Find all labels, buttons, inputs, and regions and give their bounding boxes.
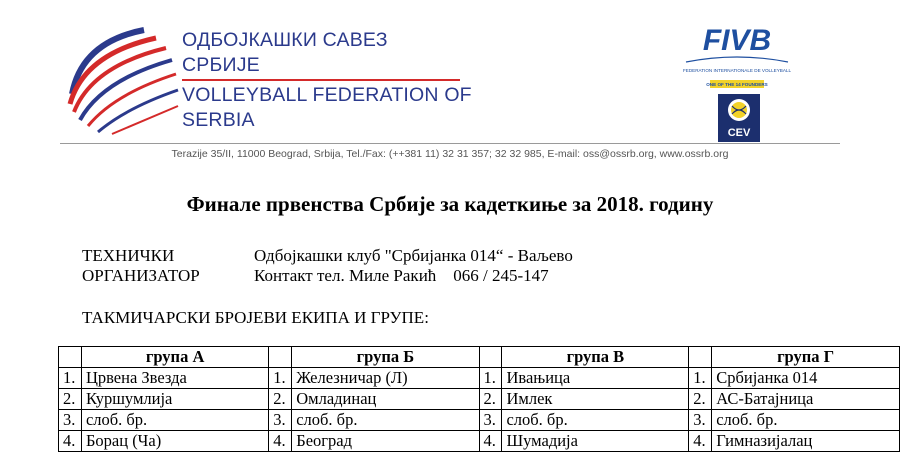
team-number: 2. <box>269 389 292 410</box>
team-name: Куршумлија <box>81 389 268 410</box>
federation-name-line: СРБИЈЕ <box>182 54 260 76</box>
organizer-label: ОРГАНИЗАТОР <box>82 266 200 285</box>
team-name: АС-Батајница <box>712 389 900 410</box>
team-number: 1. <box>689 368 712 389</box>
team-name: слоб. бр. <box>712 410 900 431</box>
team-number: 2. <box>689 389 712 410</box>
team-number: 3. <box>479 410 502 431</box>
table-row <box>59 389 900 410</box>
team-name: Имлек <box>502 389 689 410</box>
table-row <box>59 410 900 431</box>
team-name: Ивањица <box>502 368 689 389</box>
team-name: Железничар (Л) <box>292 368 479 389</box>
federation-name-line: ОДБОЈКАШКИ САВЕЗ <box>182 29 388 51</box>
team-number: 4. <box>689 431 712 452</box>
table-header-spacer <box>269 347 292 368</box>
group-header: група А <box>81 347 268 368</box>
federation-name-line: VOLLEYBALL FEDERATION OF <box>182 84 472 106</box>
team-name: Омладинац <box>292 389 479 410</box>
team-number: 1. <box>269 368 292 389</box>
team-number: 3. <box>59 410 82 431</box>
team-name: Црвена Звезда <box>81 368 268 389</box>
team-number: 1. <box>479 368 502 389</box>
team-number: 1. <box>59 368 82 389</box>
team-number: 3. <box>689 410 712 431</box>
team-name: слоб. бр. <box>502 410 689 431</box>
team-name: Борац (Ча) <box>81 431 268 452</box>
team-name: слоб. бр. <box>81 410 268 431</box>
table-header-spacer <box>689 347 712 368</box>
organizer-contact: Контакт тел. Миле Ракић 066 / 245-147 <box>254 266 549 285</box>
table-row <box>59 431 900 452</box>
team-name: слоб. бр. <box>292 410 479 431</box>
federation-divider <box>182 79 460 81</box>
table-header-spacer <box>59 347 82 368</box>
group-header: група Г <box>712 347 900 368</box>
address-line: Terazije 35/II, 11000 Beograd, Srbija, Tel./Fax: (++381 11) 32 31 357; 32 32 985, E-mail: oss@ossrb.org, www.ossrb.org <box>171 148 729 160</box>
team-name: Србијанка 014 <box>712 368 900 389</box>
team-number: 3. <box>269 410 292 431</box>
group-header: група В <box>502 347 689 368</box>
team-name: Београд <box>292 431 479 452</box>
federation-name <box>182 28 472 133</box>
team-number: 4. <box>269 431 292 452</box>
organizer-club: Одбојкашки клуб "Србијанка 014“ - Ваљево <box>254 246 573 265</box>
team-number: 4. <box>59 431 82 452</box>
groups-table <box>58 346 900 452</box>
organizer-label: ТЕХНИЧКИ <box>82 246 175 265</box>
cev-logo <box>718 94 760 142</box>
federation-name-line: SERBIA <box>182 109 255 131</box>
document-title: Финале првенства Србије за кадеткиње за 2018. годину <box>186 192 714 216</box>
federation-logo <box>62 24 180 136</box>
team-number: 2. <box>59 389 82 410</box>
team-name: Шумадија <box>502 431 689 452</box>
table-row <box>59 368 900 389</box>
fivb-subtitle: FEDERATION INTERNATIONALE DE VOLLEYBALL <box>682 68 792 73</box>
fivb-founders: ONE OF THE 14 FOUNDERS <box>706 82 768 87</box>
team-name: Гимназијалац <box>712 431 900 452</box>
team-number: 2. <box>479 389 502 410</box>
cev-logo-text: CEV <box>727 127 751 139</box>
header-divider <box>60 143 840 144</box>
team-number: 4. <box>479 431 502 452</box>
fivb-logo-text: FIVB <box>702 24 772 57</box>
table-header-spacer <box>479 347 502 368</box>
fivb-logo <box>682 22 792 94</box>
table-header-row <box>59 347 900 368</box>
section-title: ТАКМИЧАРСКИ БРОЈЕВИ ЕКИПА И ГРУПЕ: <box>82 308 429 327</box>
group-header: група Б <box>292 347 479 368</box>
